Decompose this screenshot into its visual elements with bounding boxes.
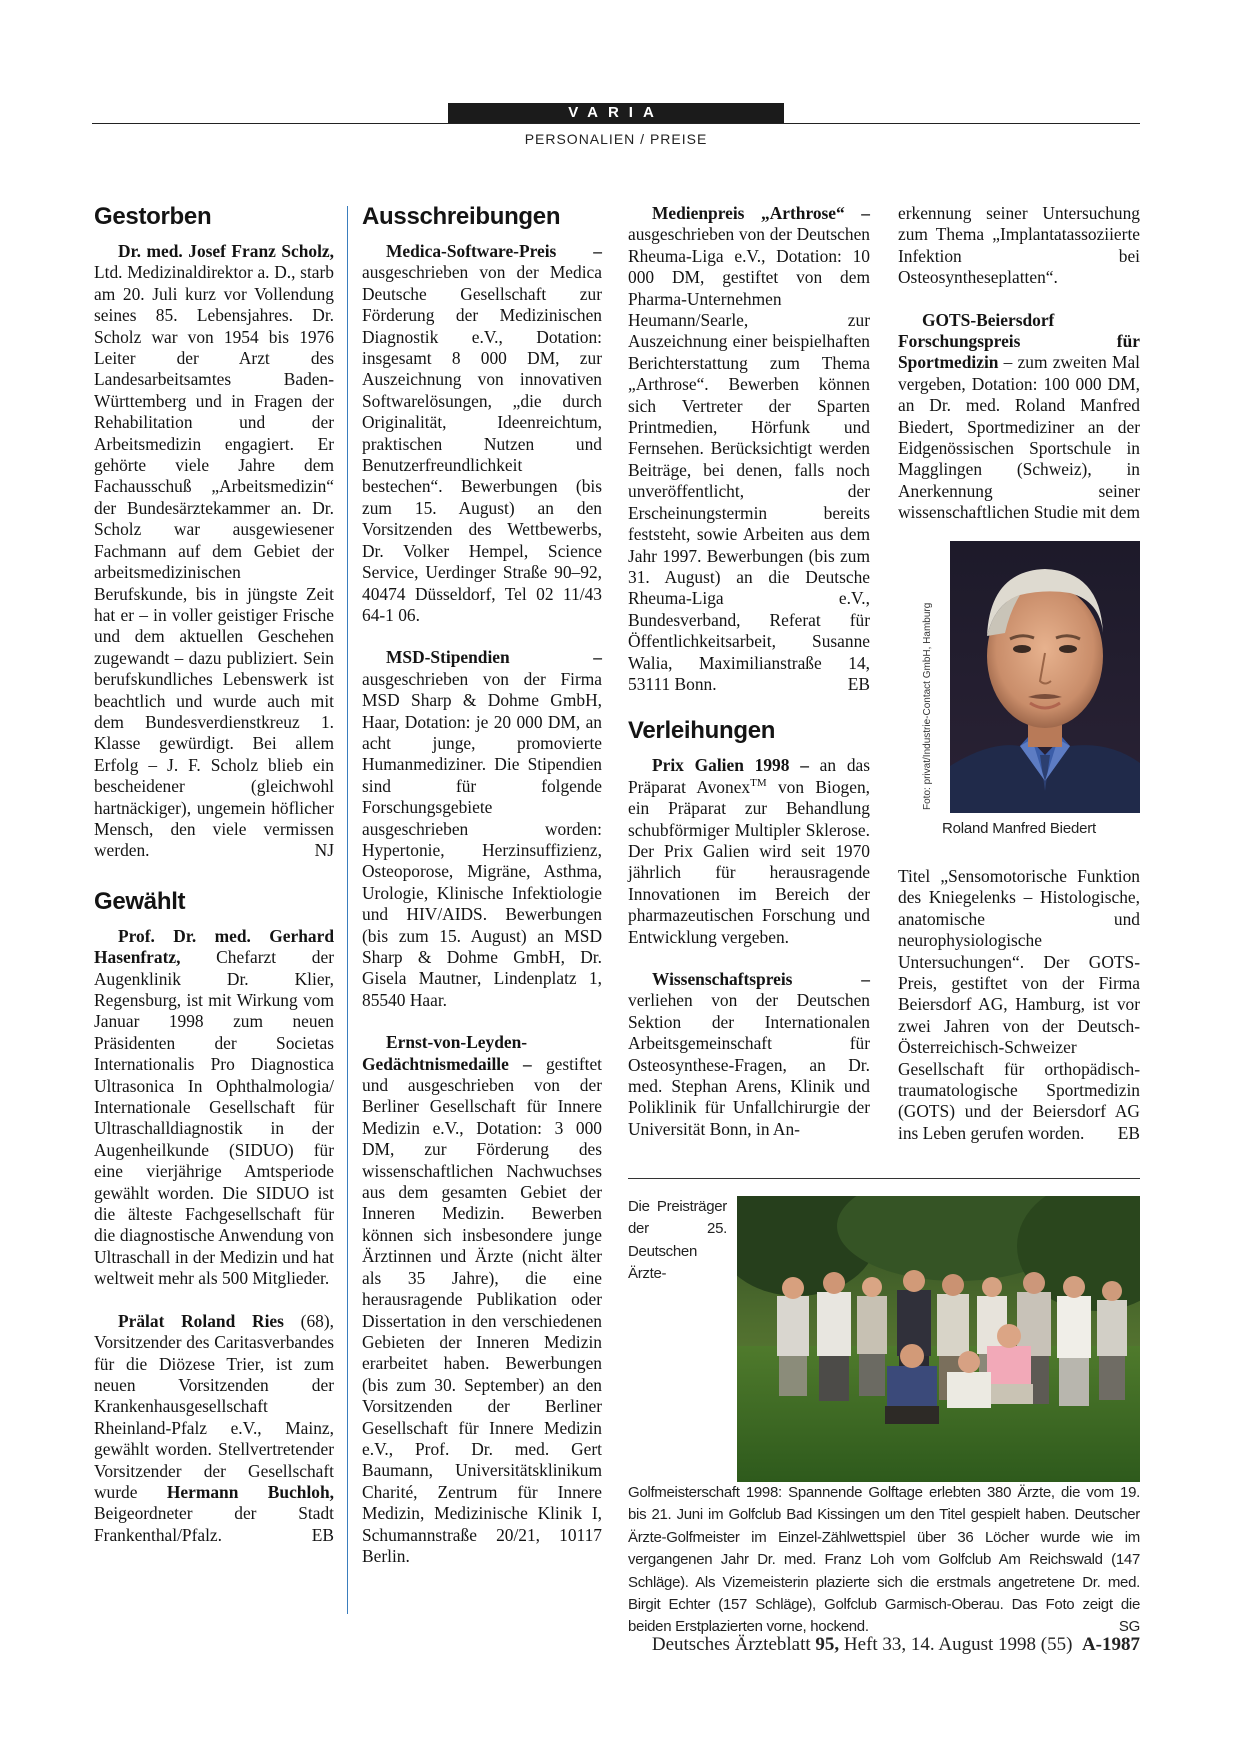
portrait-photo [950, 541, 1140, 813]
column-4 [898, 203, 1140, 524]
text-hasenfratz: Chefarzt der Augenklinik Dr. Klier, Regensburg, ist mit Wirkung vom Januar 1998 zum neuen Präsidenten der Societas Internationalis Pro Diagnostica Ultrasonica In Ophthalmologia/ Internationale Gesellschaft für Ultraschalldiagnostik in der Augenheilkunde (SIDUO) für eine vierjährige Amtsperiode gewählt worden. Die SIDUO ist die älteste Fachgesellschaft für die diagnostische Anwendung von Ultraschall in der Medizin und hat weltweit mehr als 500 Mitglieder. [94, 947, 334, 1289]
entry-medica [362, 241, 602, 626]
column-3 [628, 203, 870, 1140]
name-buchloh: Hermann Buchloh, [166, 1481, 335, 1502]
name-medica: Medica-Software-Preis – [386, 241, 602, 261]
text-wissenschaftspreis: verliehen von der Deutschen Sektion der Internationalen Arbeitsgemeinschaft für Osteosynthese-Fragen, an Dr. med. Stephan Arens, Klinik und Poliklinik für Unfallchirurgie der Universität Bonn, in An- [628, 990, 870, 1139]
entry-ries [94, 1311, 334, 1546]
name-scholz: Dr. med. Josef Franz Scholz, [118, 241, 334, 261]
section-label: VARIA [448, 103, 784, 123]
trademark: TM [750, 776, 767, 789]
entry-leyden [362, 1032, 602, 1567]
page-footer [560, 1634, 1140, 1656]
column-4-lower [898, 866, 1140, 1144]
entry-gots-continued [898, 866, 1140, 1144]
caption-rule [628, 1178, 1140, 1179]
journal-issue: Heft 33, 14. August 1998 (55) [839, 1634, 1073, 1655]
subsection-label: PERSONALIEN / PREISE [524, 131, 708, 147]
author-signature: NJ [314, 840, 334, 861]
text-medica: ausgeschrieben von der Medica Deutsche Gesellschaft zur Förderung der Medizinischen Diagnostik e.V., Dotation: insgesamt 8 000 DM, zur Auszeichnung von innovativen Softwarelösungen, „die durch Originalität, Ideenreichtum, praktischen Nutzen und Benutzerfreundlichkeit bestechen“. Bewerbungen (bis zum 15. August) an den Vorsitzenden des Wettbewerbs, Dr. Volker Hempel, Science Service, Uerdinger Straße 90–92, 40474 Düsseldorf, Tel 02 11/43 64-1 06. [362, 262, 602, 625]
column-1 [94, 203, 334, 1546]
entry-msd [362, 647, 602, 1011]
entry-galien [628, 755, 870, 948]
column-2 [362, 203, 602, 1567]
author-signature: SG [1118, 1618, 1140, 1636]
text-gots: – zum zweiten Mal vergeben, Dotation: 100 000 DM, an Dr. med. Roland Manfred Biedert, Sportmediziner an der Eidgenössischen Sportschule in Magglingen (Schweiz), in Anerkennung seiner wissenschaftlichen Studie mit dem [898, 352, 1140, 523]
name-galien: Prix Galien 1998 – [652, 755, 809, 776]
entry-gots [898, 310, 1140, 524]
text-galien-b: von Biogen, ein Präparat zur Behandlung schubförmiger Multipler Sklerose. Der Prix Galien wird seit 1970 jährlich für herausragende Innovationen im Bereich der pharmazeutischen Forschung und Entwicklung vergeben. [628, 776, 870, 947]
photo-spacer [727, 1196, 1140, 1482]
page-number: A-1987 [1081, 1634, 1140, 1655]
heading-gewaehlt: Gewählt [94, 887, 186, 915]
golf-photo-caption [628, 1196, 1140, 1639]
journal-volume: 95, [815, 1634, 840, 1655]
text-msd: ausgeschrieben von der Firma MSD Sharp & Dohme GmbH, Haar, Dotation: je 20 000 DM, an acht junge, promovierte Humanmediziner. Die Stipendien sind für folgende Forschungsgebiete ausgeschrieben worden: Hypertonie, Herzinsuffizienz, Osteoporose, Migräne, Asthma, Urologie, Klinische Infektiologie und HIV/AIDS. Bewerbungen (bis zum 15. August) an MSD Sharp & Dohme GmbH, Dr. Gisela Mautner, Lindenplatz 1, 85540 Haar. [362, 668, 602, 1010]
portrait-caption: Roland Manfred Biedert [941, 820, 1097, 837]
name-arthrose: Medienpreis „Arthrose“ – [652, 203, 870, 223]
photo-credit: Foto: privat/Industrie-Contact GmbH, Hamburg [922, 602, 933, 810]
header-rule [92, 123, 1140, 124]
portrait-image [950, 541, 1140, 813]
text-galien-a: an das Präparat Avonex [628, 755, 870, 797]
heading-ausschreibungen: Ausschreibungen [362, 203, 561, 230]
column-divider [347, 206, 348, 1614]
name-hasenfratz: Prof. Dr. med. Gerhard Hasenfratz, [94, 925, 334, 968]
entry-wissenschaftspreis [628, 969, 870, 1140]
text-leyden: gestiftet und ausgeschrieben von der Berliner Gesellschaft für Innere Medizin e.V., Dotation: 3 000 DM, zur Förderung des wissenschaftlichen Nachwuchses aus dem gesamten Gebiet der Inneren Medizin. Bewerben können sich insbesondere junge Ärztinnen und Ärzte (nicht älter als 35 Jahre), die eine herausragende Publikation oder Dissertation in den verschiedenen Gebieten der Inneren Medizin erarbeitet haben. Bewerbungen (bis zum 30. September) an den Vorsitzenden der Berliner Gesellschaft für Innere Medizin e.V., Prof. Dr. med. Gert Baumann, Universitätsklinikum Charité, Zentrum für Innere Medizin, Medizinische Klinik I, Schumannstraße 20/21, 10117 Berlin. [362, 1053, 602, 1566]
text-buchloh: Beigeordneter der Stadt Frankenthal/Pfalz. [94, 1503, 334, 1545]
obituary-scholz [94, 241, 334, 862]
name-leyden: Ernst-von-Leyden-Gedächtnismedaille – [362, 1032, 532, 1074]
author-signature: EB [847, 673, 870, 694]
text-arthrose: ausgeschrieben von der Deutschen Rheuma-Liga e.V., Dotation: 10 000 DM, gestiftet von dem Pharma-Unternehmen Heumann/Searle, zur Auszeichnung einer beispielhaften Berichterstattung zum Thema „Arthrose“. Bewerben können sich Vertreter der Sparten Printmedien, Hörfunk und Fernsehen. Berücksichtigt werden Beiträge, bei denen, falls noch unveröffentlicht, der Erscheinungstermin bereits feststeht, sowie Arbeiten aus dem Jahr 1997. Bewerbungen (bis zum 31. August) an die Deutsche Rheuma-Liga e.V., Bundesverband, Referat für Öffentlichkeitsarbeit, Susanne Walia, Maximilianstraße 14, 53111 Bonn. [628, 224, 870, 694]
name-wissenschaftspreis: Wissenschaftspreis – [652, 969, 870, 989]
text-scholz: Ltd. Medizinaldirektor a. D., starb am 20. Juli kurz vor Vollendung seines 85. Lebensjahres. Dr. Scholz war von 1954 bis 1976 Leiter der Arzt des Landesarbeitsamtes Baden-Württemberg und in Fragen der Rehabilitation und der Arbeitsmedizin engagiert. Er gehörte viele Jahre dem Fachausschuß „Arbeitsmedizin“ der Bundesärztekammer an. Dr. Scholz war ausgewiesener Fachmann auf dem Gebiet der arbeitsmedizinischen Berufskunde, bis in jüngste Zeit hat er – in voller geistiger Frische und dem aktuellen Geschehen zugewandt – dazu publiziert. Sein berufskundliches Lebenswerk ist beachtlich und wurde auch mit dem Bundesverdienstkreuz 1. Klasse gewürdigt. Bei allem Erfolg – J. F. Scholz blieb ein bescheidener (gleichwohl hartnäckiger), ungemein höflicher Mensch, den viele vermissen werden. [94, 262, 334, 861]
author-signature: EB [311, 1524, 334, 1545]
golf-caption-body: Die Preisträger der 25. Deutschen Ärzte-Golfmeisterschaft 1998: Spannende Golftage erlebten 380 Ärzte, die vom 19. bis 21. Juni im Golfclub Bad Kissingen um den Titel gespielt haben. Deutscher Ärzte-Golfmeister im Einzel-Zählwettspiel über 36 Löcher wurde wie im vergangenen Jahr Dr. med. Franz Loh vom Golfclub Am Reichswald (147 Schläge). Als Vizemeisterin plazierte sich die erstmals angetretene Dr. med. Birgit Echter (157 Schläge), Golfclub Garmisch-Oberau. Das Foto zeigt die beiden Erstplazierten vorne, hockend. [628, 1198, 1140, 1636]
name-ries: Prälat Roland Ries [118, 1310, 284, 1331]
heading-verleihungen: Verleihungen [628, 717, 776, 745]
heading-gestorben: Gestorben [94, 203, 212, 230]
entry-hasenfratz [94, 926, 334, 1290]
entry-wissenschaftspreis-continued: erkennung seiner Untersuchung zum Thema „Implantatassoziierte Infektion bei Osteosyntheseplatten“. [898, 203, 1140, 288]
entry-arthrose [628, 203, 870, 695]
name-msd: MSD-Stipendien – [386, 647, 602, 668]
journal-name: Deutsches Ärzteblatt [651, 1634, 816, 1655]
text-ries: (68), Vorsitzender des Caritasverbandes für die Diözese Trier, ist zum neuen Vorsitzenden der Krankenhausgesellschaft Rheinland-Pfalz e.V., Mainz, gewählt worden. Stellvertretender Vorsitzender der Gesellschaft wurde [94, 1310, 334, 1502]
author-signature: EB [1117, 1122, 1140, 1143]
text-gots-cont: Titel „Sensomotorische Funktion des Kniegelenks – Histologische, anatomische und neurophysiologische Untersuchungen“. Der GOTS-Preis, gestiftet von der Firma Beiersdorf AG, Hamburg, ist vor zwei Jahren von der Deutsch-Österreichisch-Schweizer Gesellschaft für orthopädisch-traumatologische Sportmedizin (GOTS) und der Beiersdorf AG ins Leben gerufen worden. [898, 866, 1140, 1143]
name-gots: GOTS-Beiersdorf Forschungspreis für Sportmedizin [898, 309, 1140, 373]
